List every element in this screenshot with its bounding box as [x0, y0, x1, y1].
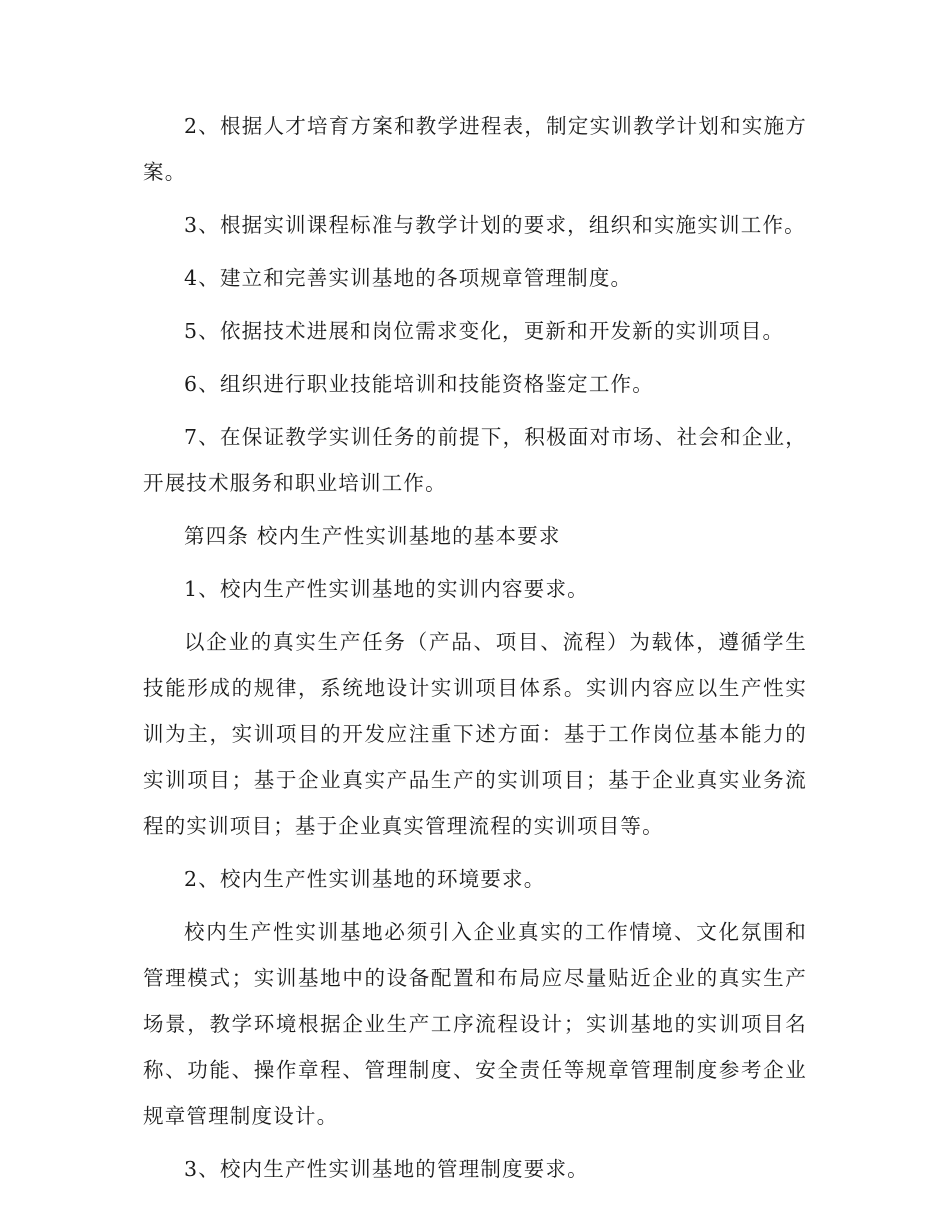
paragraph-item-2: 2、根据人才培育方案和教学进程表，制定实训教学计划和实施方案。: [143, 114, 807, 184]
section-heading-article-4: 第四条 校内生产性实训基地的基本要求: [184, 524, 561, 548]
paragraph-item-3: 3、根据实训课程标准与教学计划的要求，组织和实施实训工作。: [184, 213, 806, 237]
paragraph-environment-body: 校内生产性实训基地必须引入企业真实的工作情境、文化氛围和管理模式；实训基地中的设备配置和布局应尽量贴近企业的真实生产场景，教学环境根据企业生产工序流程设计；实训基地的实训项目名称、功能、操作章程、管理制度、安全责任等规章管理制度参考企业规章管理制度设计。: [143, 920, 807, 1128]
paragraph-item-5: 5、依据技术进展和岗位需求变化，更新和开发新的实训项目。: [184, 319, 785, 343]
document-body: [143, 103, 807, 1199]
paragraph-item-4: 4、建立和完善实训基地的各项规章管理制度。: [184, 266, 633, 290]
subsection-content-requirements: 1、校内生产性实训基地的实训内容要求。: [184, 577, 589, 601]
paragraph-item-7: 7、在保证教学实训任务的前提下，积极面对市场、社会和企业，开展技术服务和职业培训工作。: [143, 425, 807, 495]
subsection-environment-requirements: 2、校内生产性实训基地的环境要求。: [184, 867, 546, 891]
paragraph-item-6: 6、组织进行职业技能培训和技能资格鉴定工作。: [184, 372, 654, 396]
paragraph-content-body: 以企业的真实生产任务（产品、项目、流程）为载体，遵循学生技能形成的规律，系统地设计实训项目体系。实训内容应以生产性实训为主，实训项目的开发应注重下述方面：基于工作岗位基本能力的实训项目；基于企业真实产品生产的实训项目；基于企业真实业务流程的实训项目；基于企业真实管理流程的实训项目等。: [143, 630, 807, 838]
subsection-management-requirements: 3、校内生产性实训基地的管理制度要求。: [184, 1157, 589, 1181]
